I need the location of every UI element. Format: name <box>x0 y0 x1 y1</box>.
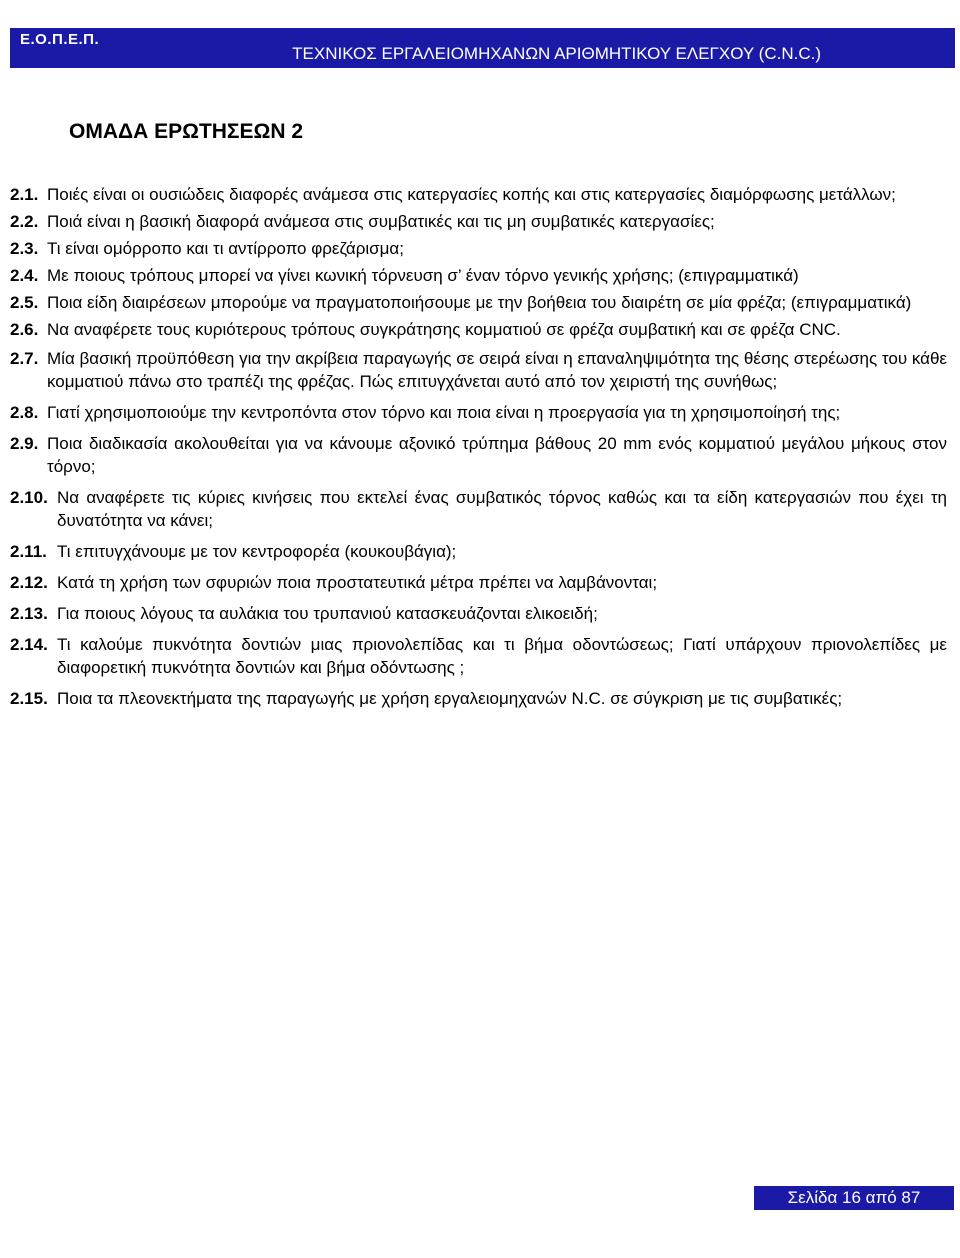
question-number: 2.11. <box>10 542 47 561</box>
question-item <box>10 633 947 679</box>
question-number: 2.6. <box>10 320 39 339</box>
question-number: 2.3. <box>10 239 39 258</box>
question-item <box>10 291 947 314</box>
question-item <box>10 210 947 233</box>
question-item <box>10 183 947 206</box>
question-text: Μία βασική προϋπόθεση για την ακρίβεια παραγωγής σε σειρά είναι η επαναληψιμότητα της θέσης στερέωσης του κάθε κομματιού πάνω στο τραπέζι της φρέζας. Πώς επιτυγχάνεται αυτό από τον χειριστή της συνήθως; <box>47 349 947 391</box>
question-text: Για ποιους λόγους τα αυλάκια του τρυπανιού κατασκευάζονται ελικοειδή; <box>57 604 598 623</box>
page-footer <box>754 1186 954 1210</box>
question-item <box>10 432 947 478</box>
question-text: Με ποιους τρόπους μπορεί να γίνει κωνική τόρνευση σ’ έναν τόρνο γενικής χρήσης; (επιγραμματικά) <box>47 266 799 285</box>
question-number: 2.8. <box>10 403 39 422</box>
question-item <box>10 264 947 287</box>
question-item <box>10 540 947 563</box>
question-text: Τι είναι ομόρροπο και τι αντίρροπο φρεζάρισμα; <box>47 239 404 258</box>
question-item <box>10 237 947 260</box>
page-number-label: Σελίδα 16 από 87 <box>787 1188 921 1207</box>
question-text: Ποιές είναι οι ουσιώδεις διαφορές ανάμεσα στις κατεργασίες κοπής και στις κατεργασίες διαμόρφωσης μετάλλων; <box>47 185 896 204</box>
question-text: Ποια διαδικασία ακολουθείται για να κάνουμε αξονικό τρύπημα βάθους 20 mm ενός κομματιού μεγάλου μήκους στον τόρνο; <box>47 434 947 476</box>
question-text: Ποιά είναι η βασική διαφορά ανάμεσα στις συμβατικές και τις μη συμβατικές κατεργασίες; <box>47 212 715 231</box>
question-item <box>10 602 947 625</box>
question-number: 2.9. <box>10 434 39 453</box>
question-item <box>10 571 947 594</box>
question-text: Να αναφέρετε τις κύριες κινήσεις που εκτελεί ένας συμβατικός τόρνος καθώς και τα είδη κατεργασιών που έχει τη δυνατότητα να κάνει; <box>57 488 947 530</box>
question-text: Γιατί χρησιμοποιούμε την κεντροπόντα στον τόρνο και ποια είναι η προεργασία για τη χρησιμοποίησή της; <box>47 403 841 422</box>
question-number: 2.1. <box>10 185 39 204</box>
question-item <box>10 318 947 341</box>
question-text: Τι επιτυγχάνουμε με τον κεντροφορέα (κουκουβάγια); <box>57 542 457 561</box>
question-number: 2.4. <box>10 266 39 285</box>
header-title: ΤΕΧΝΙΚΟΣ ΕΡΓΑΛΕΙΟΜΗΧΑΝΩΝ ΑΡΙΘΜΗΤΙΚΟΥ ΕΛΕΓΧΟΥ (C.N.C.) <box>292 44 821 63</box>
question-text: Ποια τα πλεονεκτήματα της παραγωγής με χρήση εργαλειομηχανών N.C. σε σύγκριση με τις συμβατικές; <box>57 689 843 708</box>
question-item <box>10 486 947 532</box>
question-item <box>10 687 947 710</box>
question-number: 2.12. <box>10 573 48 592</box>
header-bar <box>10 28 955 68</box>
question-text: Κατά τη χρήση των σφυριών ποια προστατευτικά μέτρα πρέπει να λαμβάνονται; <box>57 573 658 592</box>
question-text: Ποια είδη διαιρέσεων μπορούμε να πραγματοποιήσουμε με την βοήθεια του διαιρέτη σε μία φρέζα; (επιγραμματικά) <box>47 293 912 312</box>
question-text: Να αναφέρετε τους κυριότερους τρόπους συγκράτησης κομματιού σε φρέζα συμβατική και σε φρέζα CNC. <box>47 320 841 339</box>
question-number: 2.5. <box>10 293 39 312</box>
question-number: 2.10. <box>10 488 48 507</box>
group-title: ΟΜΑΔΑ ΕΡΩΤΗΣΕΩΝ 2 <box>69 120 304 143</box>
question-text: Τι καλούμε πυκνότητα δοντιών μιας πριονολεπίδας και τι βήμα οδοντώσεως; Γιατί υπάρχουν πριονολεπίδες με διαφορετική πυκνότητα δοντιών και βήμα οδόντωσης ; <box>57 635 947 677</box>
question-item <box>10 401 947 424</box>
question-number: 2.15. <box>10 689 48 708</box>
question-item <box>10 347 947 393</box>
question-number: 2.7. <box>10 349 39 368</box>
question-number: 2.13. <box>10 604 48 623</box>
question-number: 2.14. <box>10 635 48 654</box>
question-number: 2.2. <box>10 212 39 231</box>
header-org: Ε.Ο.Π.Ε.Π. <box>20 31 100 48</box>
question-list <box>10 183 947 710</box>
